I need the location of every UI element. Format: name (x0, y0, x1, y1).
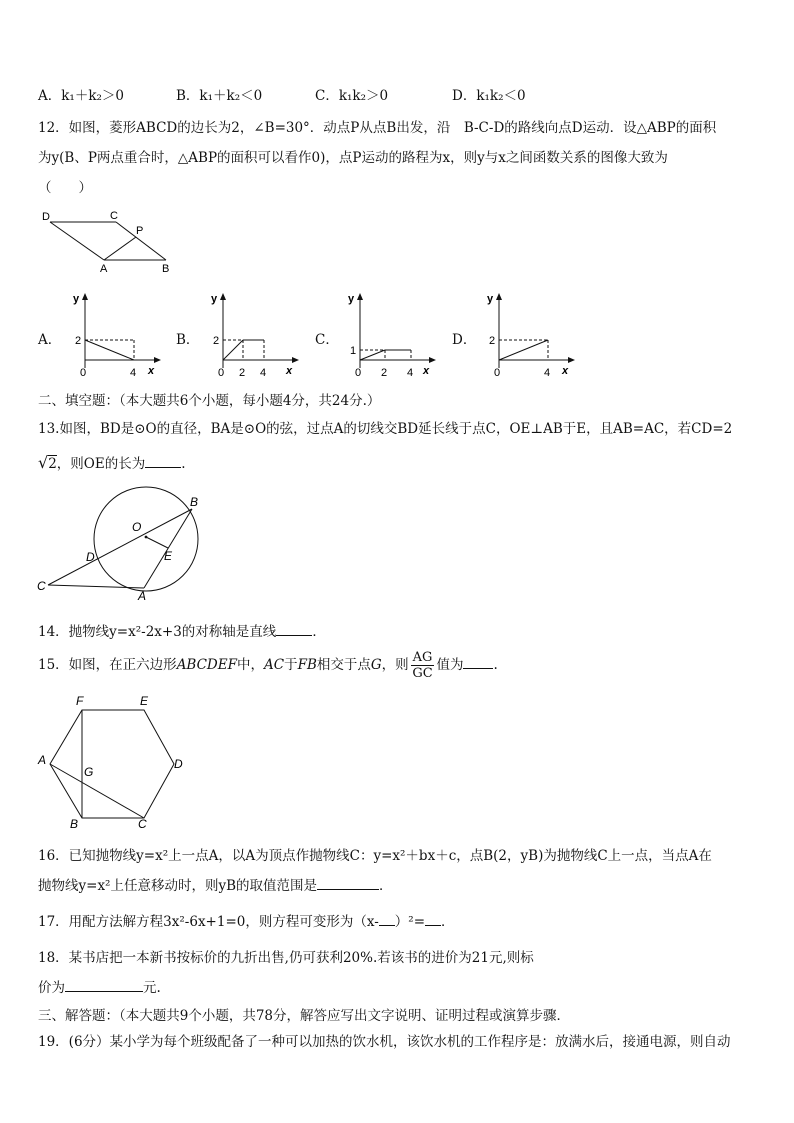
q16-line1: 16．已知抛物线y=x²上一点A，以A为顶点作抛物线C：y=x²＋bx＋c，点B(2，yB)为抛物线C上一点，当点A在 (38, 848, 712, 864)
q12-graph-c (345, 290, 440, 382)
svg-text:1: 1 (350, 345, 357, 357)
q11-option-a: A．k₁＋k₂＞0 (38, 88, 125, 104)
q12-paren: （ ） (38, 180, 92, 196)
svg-text:D: D (174, 757, 183, 771)
q11-option-b: B．k₁＋k₂＜0 (176, 88, 263, 104)
q13-circle-figure (34, 484, 204, 602)
svg-text:2: 2 (489, 335, 496, 347)
q18-line2: 价为 元. (38, 980, 161, 996)
svg-text:A: A (38, 753, 47, 767)
q11-option-c: C．k₁k₂＞0 (315, 88, 389, 104)
label-p: P (136, 225, 144, 237)
svg-text:B: B (70, 817, 79, 830)
svg-text:B: B (190, 495, 199, 509)
svg-text:0: 0 (355, 367, 362, 379)
q12-option-b-label: B． (176, 332, 200, 348)
svg-text:A: A (138, 589, 147, 602)
q19-line: 19．(6分）某小学为每个班级配备了一种可以加热的饮水机，该饮水机的工作程序是：放满水后，接通电源，则自动 (38, 1034, 731, 1050)
q12-graph-a (70, 290, 165, 382)
svg-text:x: x (423, 365, 430, 377)
svg-text:x: x (562, 365, 569, 377)
svg-text:0: 0 (218, 367, 225, 379)
svg-text:y: y (73, 293, 80, 305)
section-3-heading: 三、解答题：（本大题共9个小题，共78分，解答应写出文字说明、证明过程或演算步骤． (38, 1008, 571, 1024)
svg-text:E: E (164, 549, 173, 563)
q12-option-d-label: D． (452, 332, 477, 348)
svg-text:2: 2 (213, 335, 220, 347)
q13-line2: √2，则OE的长为 . (38, 453, 186, 472)
q16-line2: 抛物线y=x²上任意移动时，则yB的取值范围是 ． (38, 878, 393, 894)
q15-fraction: $\frac{AG}{GC}$ (412, 650, 433, 681)
q12-line2: 为y(B、P两点重合时，△ABP的面积可以看作0)，点P运动的路程为x，则y与x之间函数关系的图像大致为 (38, 150, 668, 166)
q15-hexagon-figure (34, 692, 194, 830)
svg-text:2: 2 (381, 367, 388, 379)
svg-text:4: 4 (260, 367, 267, 379)
q12-line1: 12．如图，菱形ABCD的边长为2，∠B=30°．动点P从点B出发，沿 B-C-D的路线向点D运动．设△ABP的面积 (38, 120, 717, 136)
label-a: A (100, 263, 108, 275)
q12-graph-b (208, 290, 303, 382)
label-d: D (42, 211, 50, 223)
svg-text:C: C (138, 817, 147, 830)
q14-line: 14．抛物线y=x²-2x+3的对称轴是直线 ． (38, 624, 326, 640)
q15-line: 15．如图，在正六边形ABCDEF中，AC于FB相交于点G，则 $\frac{AG}{GC}$ 值为 . (38, 650, 498, 681)
label-c: C (110, 210, 118, 222)
svg-text:2: 2 (239, 367, 246, 379)
q12-rhombus-figure (38, 206, 178, 276)
svg-text:4: 4 (544, 367, 551, 379)
svg-text:0: 0 (494, 367, 501, 379)
svg-text:x: x (286, 365, 293, 377)
label-b: B (162, 263, 170, 275)
q11-option-d: D．k₁k₂＜0 (452, 88, 526, 104)
svg-text:x: x (148, 365, 155, 377)
svg-text:4: 4 (407, 367, 414, 379)
q12-graph-d (484, 290, 579, 382)
q12-option-a-label: A． (38, 332, 62, 348)
svg-text:y: y (348, 293, 355, 305)
svg-text:4: 4 (130, 367, 137, 379)
svg-text:G: G (84, 765, 94, 779)
svg-text:O: O (132, 520, 142, 534)
q18-line1: 18．某书店把一本新书按标价的九折出售,仍可获利20%.若该书的进价为21元,则标 (38, 950, 534, 966)
section-2-heading: 二、填空题：（本大题共6个小题，每小题4分，共24分.） (38, 393, 381, 409)
svg-text:y: y (487, 293, 494, 305)
q12-option-c-label: C． (315, 332, 339, 348)
svg-text:F: F (76, 694, 84, 708)
svg-text:2: 2 (75, 335, 82, 347)
svg-text:E: E (140, 694, 149, 708)
svg-text:y: y (211, 293, 218, 305)
q13-line1: 13.如图，BD是⊙O的直径，BA是⊙O的弦，过点A的切线交BD延长线于点C，OE⊥AB于E，且AB=AC，若CD=2 (38, 421, 733, 437)
svg-text:C: C (37, 579, 46, 593)
q17-line: 17．用配方法解方程3x²-6x+1=0，则方程可变形为（x- ）²= ． (38, 914, 455, 930)
svg-text:D: D (86, 550, 95, 564)
svg-text:0: 0 (80, 367, 87, 379)
